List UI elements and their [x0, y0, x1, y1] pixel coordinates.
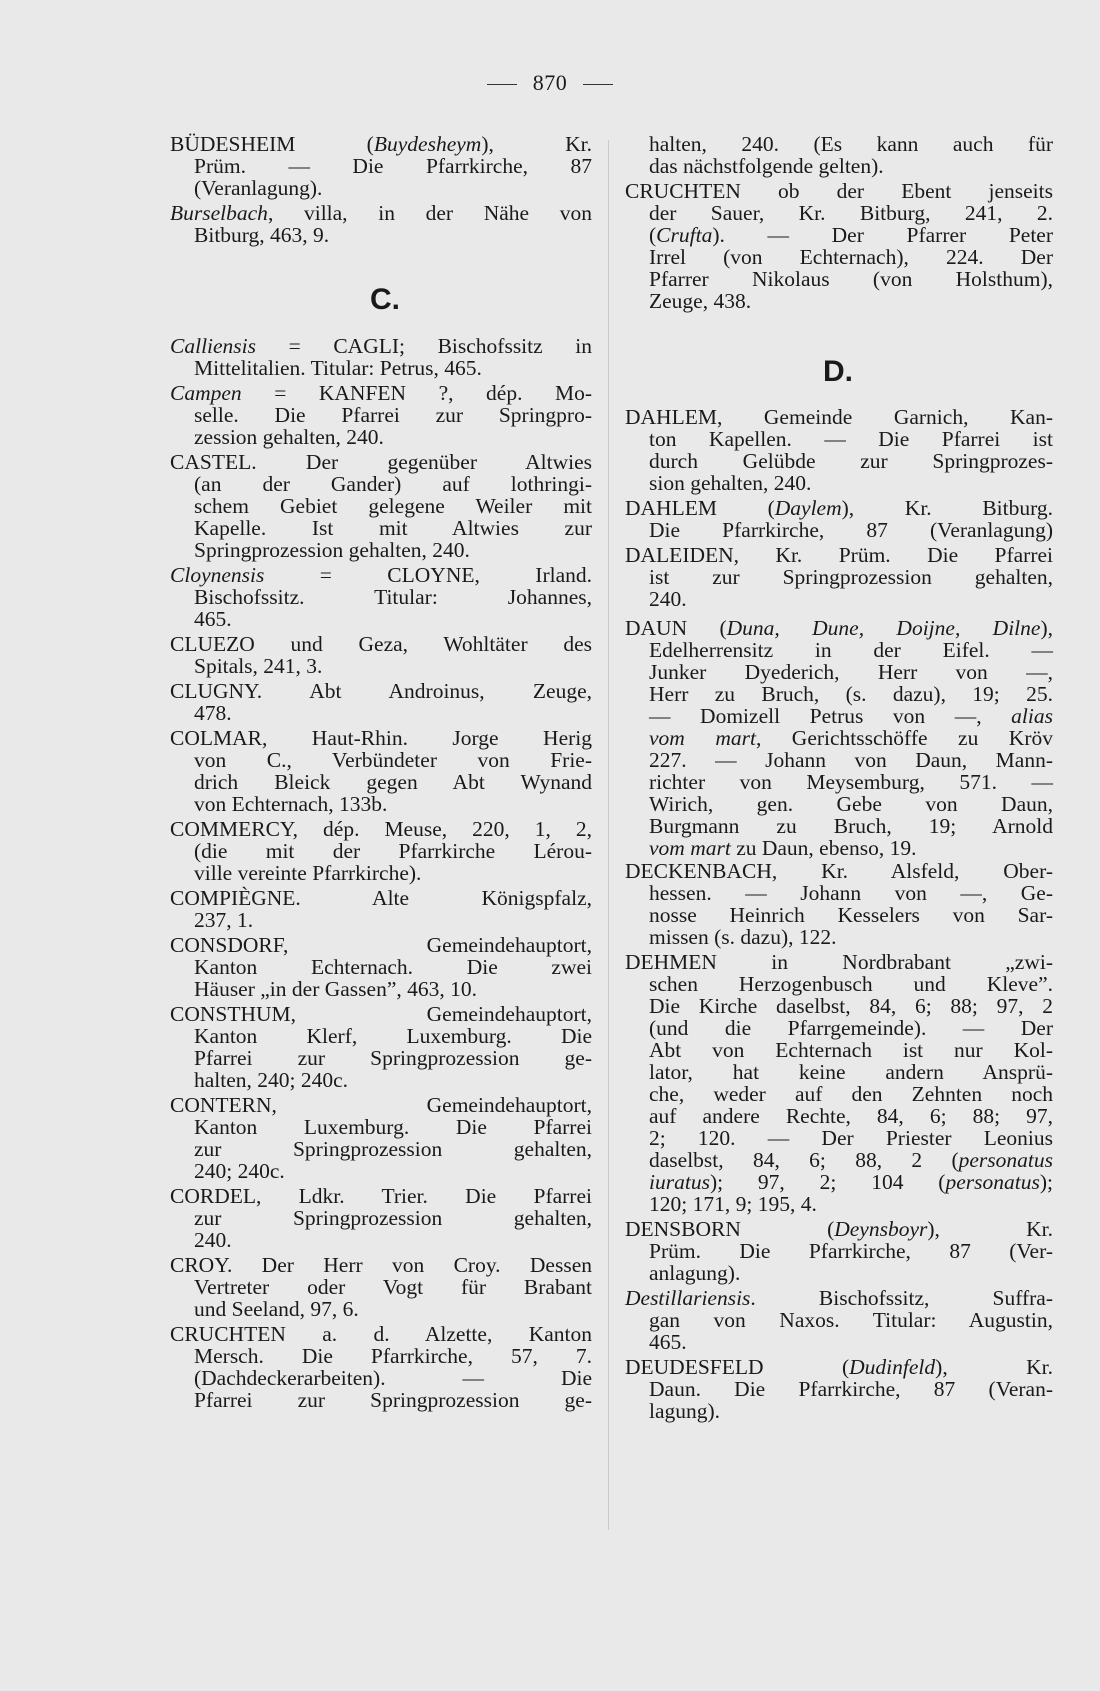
- index-entry-text-line: [649, 267, 1053, 291]
- entry-text: Mersch. Die Pfarrkirche, 57, 7.: [194, 1344, 592, 1368]
- italic-term: Burselbach: [170, 201, 268, 225]
- index-entry-text-line: [649, 518, 1053, 542]
- index-entry-heading-line: [625, 543, 1053, 567]
- entry-text: (und die Pfarrgemeinde). — Der: [649, 1016, 1053, 1040]
- entry-text: CORDEL, Ldkr. Trier. Die Pfarrei: [170, 1184, 592, 1208]
- italic-term: iuratus: [649, 1170, 710, 1194]
- index-entry-text-line: [649, 925, 1053, 949]
- entry-text: Wirich, gen. Gebe von Daun,: [649, 792, 1053, 816]
- index-entry-text-line: [649, 638, 1053, 662]
- index-entry-text-line: [649, 1330, 1053, 1354]
- index-entry-heading-line: [625, 1217, 1053, 1241]
- entry-text: 2; 120. — Der Priester Leonius: [649, 1126, 1053, 1150]
- index-entry-text-line: [649, 1126, 1053, 1150]
- index-entry-text-line: [649, 1104, 1053, 1128]
- entry-text: ist zur Springprozession gehalten,: [649, 565, 1053, 589]
- entry-text: DAHLEM, Gemeinde Garnich, Kan-: [625, 405, 1053, 429]
- index-entry-heading-line: [170, 563, 592, 587]
- entry-text: , villa, in der Nähe von: [267, 201, 592, 225]
- column-divider: [608, 140, 609, 1530]
- index-entry-text-line: [649, 1239, 1053, 1263]
- entry-text: der Sauer, Kr. Bitburg, 241, 2.: [649, 201, 1053, 225]
- index-entry-text-line: [194, 748, 592, 772]
- index-entry-text-line: [194, 1137, 592, 1161]
- index-entry-heading-line: [625, 179, 1053, 203]
- entry-text: (Dachdeckerarbeiten). — Die: [194, 1366, 592, 1390]
- index-entry-heading-line: [625, 616, 1053, 640]
- index-entry-text-line: [194, 861, 592, 885]
- page-header: [0, 70, 1100, 96]
- index-entry-heading-line: [170, 886, 592, 910]
- italic-term: personatus: [945, 1170, 1040, 1194]
- entry-text: auf andere Rechte, 84, 6; 88; 97,: [649, 1104, 1053, 1128]
- index-entry-heading-line: [170, 381, 592, 405]
- entry-text: zur Springprozession gehalten,: [194, 1206, 592, 1230]
- entry-text: DENSBORN (: [625, 1217, 835, 1241]
- entry-text: DAUN (: [625, 616, 727, 640]
- index-entry-heading-line: [170, 726, 592, 750]
- index-entry-text-line: [194, 955, 592, 979]
- index-entry-text-line: [649, 587, 1053, 611]
- entry-text: = CLOYNE, Irland.: [264, 563, 592, 587]
- entry-text: Edelherrensitz in der Eifel. —: [649, 638, 1053, 662]
- index-entry-heading-line: [170, 450, 592, 474]
- entry-text: Irrel (von Echternach), 224. Der: [649, 245, 1053, 269]
- entry-text: 465.: [194, 607, 232, 631]
- entry-text: COMPIÈGNE. Alte Königspfalz,: [170, 886, 592, 910]
- entry-text: che, weder auf den Zehnten noch: [649, 1082, 1053, 1106]
- entry-text: 240.: [194, 1228, 232, 1252]
- italic-term: Buydesheym: [373, 132, 482, 156]
- entry-text: (an der Gander) auf lothringi-: [194, 472, 592, 496]
- entry-text: Springprozession gehalten, 240.: [194, 538, 470, 562]
- entry-text: ton Kapellen. — Die Pfarrei ist: [649, 427, 1053, 451]
- index-entry-text-line: [649, 770, 1053, 794]
- index-entry-heading-line: [625, 1355, 1053, 1379]
- index-entry-text-line: [194, 1228, 592, 1252]
- index-entry-text-line: [194, 154, 592, 178]
- entry-text: Junker Dyederich, Herr von —,: [649, 660, 1053, 684]
- index-entry-text-line: [649, 223, 1053, 247]
- index-entry-text-line: [194, 1159, 592, 1183]
- entry-text: Abt von Echternach ist nur Kol-: [649, 1038, 1053, 1062]
- index-entry-text-line: [649, 660, 1053, 684]
- entry-text: (: [649, 223, 657, 247]
- index-entry-text-line: [194, 1297, 592, 1321]
- index-entry-heading-line: [625, 859, 1053, 883]
- index-entry-text-line: [649, 814, 1053, 838]
- italic-term: Crufta: [656, 223, 713, 247]
- entry-text: CLUGNY. Abt Androinus, Zeuge,: [170, 679, 592, 703]
- entry-text: CONTERN, Gemeindehauptort,: [170, 1093, 592, 1117]
- index-entry-text-line: [649, 994, 1053, 1018]
- entry-text: Pfarrei zur Springprozession ge-: [194, 1046, 592, 1070]
- entry-text: Zeuge, 438.: [649, 289, 752, 313]
- entry-text: 120; 171, 9; 195, 4.: [649, 1192, 817, 1216]
- index-entry-text-line: [649, 1308, 1053, 1332]
- index-entry-text-line: [194, 839, 592, 863]
- index-entry-text-line: [649, 972, 1053, 996]
- italic-term: alias: [1011, 704, 1053, 728]
- index-entry-text-line: [649, 1148, 1053, 1172]
- entry-text: Kapelle. Ist mit Altwies zur: [194, 516, 592, 540]
- entry-text: halten, 240; 240c.: [194, 1068, 349, 1092]
- entry-text: CRUCHTEN ob der Ebent jenseits: [625, 179, 1053, 203]
- index-entry-text-line: [194, 770, 592, 794]
- italic-term: Daylem: [774, 496, 842, 520]
- index-entry-text-line: [194, 403, 592, 427]
- index-entry-text-line: [194, 1024, 592, 1048]
- index-entry-text-line: [194, 1206, 592, 1230]
- index-entry-text-line: [649, 449, 1053, 473]
- entry-text: 240.: [649, 587, 687, 611]
- index-entry-text-line: [194, 977, 592, 1001]
- entry-text: ), Kr. Bitburg.: [841, 496, 1054, 520]
- index-entry-text-line: [649, 289, 1053, 313]
- entry-text: Kanton Echternach. Die zwei: [194, 955, 592, 979]
- index-entry-text-line: [649, 245, 1053, 269]
- entry-text: lagung).: [649, 1399, 721, 1423]
- entry-text: von Echternach, 133b.: [194, 792, 388, 816]
- entry-text: anlagung).: [649, 1261, 741, 1285]
- index-entry-heading-line: [625, 1286, 1053, 1310]
- index-entry-text-line: [194, 654, 592, 678]
- entry-text: ), Kr.: [935, 1355, 1053, 1379]
- entry-text: 478.: [194, 701, 232, 725]
- index-entry-text-line: [194, 176, 592, 200]
- entry-text: Burgmann zu Bruch, 19; Arnold: [649, 814, 1053, 838]
- index-entry-text-line: [194, 1068, 592, 1092]
- index-entry-text-line: [649, 154, 1053, 178]
- index-entry-text-line: [649, 726, 1053, 750]
- entry-text: DEHMEN in Nordbrabant „zwi-: [625, 950, 1053, 974]
- entry-text: DAHLEM (: [625, 496, 775, 520]
- entry-text: CLUEZO und Geza, Wohltäter des: [170, 632, 592, 656]
- entry-text: Herr zu Bruch, (s. dazu), 19; 25.: [649, 682, 1053, 706]
- header-dash-right: [583, 84, 613, 85]
- entry-text: CASTEL. Der gegenüber Altwies: [170, 450, 592, 474]
- index-entry-text-line: [649, 1038, 1053, 1062]
- entry-text: COLMAR, Haut-Rhin. Jorge Herig: [170, 726, 592, 750]
- italic-term: vom mart: [649, 836, 731, 860]
- index-entry-text-line: [194, 1115, 592, 1139]
- index-entry-text-line: [649, 427, 1053, 451]
- italic-term: Campen: [170, 381, 242, 405]
- index-entry-text-line: [194, 356, 592, 380]
- index-entry-heading-line: [625, 405, 1053, 429]
- index-entry-text-line: [649, 1192, 1053, 1216]
- index-entry-text-line: [194, 908, 592, 932]
- index-entry-heading-line: [170, 132, 592, 156]
- entry-text: ). — Der Pfarrer Peter: [712, 223, 1053, 247]
- entry-text: ville vereinte Pfarrkirche).: [194, 861, 422, 885]
- index-entry-text-line: [194, 607, 592, 631]
- entry-text: missen (s. dazu), 122.: [649, 925, 837, 949]
- section-heading-c: C.: [370, 283, 400, 316]
- index-entry-heading-line: [170, 334, 592, 358]
- index-entry-heading-line: [170, 1093, 592, 1117]
- index-entry-heading-line: [170, 201, 592, 225]
- entry-text: zur Springprozession gehalten,: [194, 1137, 592, 1161]
- entry-text: DEUDESFELD (: [625, 1355, 850, 1379]
- index-entry-text-line: [649, 682, 1053, 706]
- entry-text: 465.: [649, 1330, 687, 1354]
- entry-text: CROY. Der Herr von Croy. Dessen: [170, 1253, 592, 1277]
- index-entry-text-line: [194, 792, 592, 816]
- index-entry-text-line: [649, 1060, 1053, 1084]
- index-entry-text-line: [649, 565, 1053, 589]
- index-entry-text-line: [194, 1344, 592, 1368]
- index-entry-text-line: [194, 494, 592, 518]
- entry-text: (die mit der Pfarrkirche Lérou-: [194, 839, 592, 863]
- entry-text: zu Daun, ebenso, 19.: [730, 836, 917, 860]
- page-number: 870: [532, 70, 568, 95]
- entry-text: 227. — Johann von Daun, Mann-: [649, 748, 1053, 772]
- index-entry-heading-line: [625, 950, 1053, 974]
- italic-term: Calliensis: [170, 334, 257, 358]
- entry-text: Daun. Die Pfarrkirche, 87 (Veran-: [649, 1377, 1053, 1401]
- entry-text: und Seeland, 97, 6.: [194, 1297, 359, 1321]
- italic-term: personatus: [958, 1148, 1053, 1172]
- entry-text: durch Gelübde zur Springprozes-: [649, 449, 1053, 473]
- index-entry-text-line: [194, 516, 592, 540]
- entry-text: gan von Naxos. Titular: Augustin,: [649, 1308, 1053, 1332]
- entry-text: schem Gebiet gelegene Weiler mit: [194, 494, 592, 518]
- section-heading-d: D.: [823, 355, 853, 388]
- entry-text: DECKENBACH, Kr. Alsfeld, Ober-: [625, 859, 1053, 883]
- entry-text: Vertreter oder Vogt für Brabant: [194, 1275, 592, 1299]
- entry-text: CONSTHUM, Gemeindehauptort,: [170, 1002, 592, 1026]
- entry-text: Mittelitalien. Titular: Petrus, 465.: [194, 356, 482, 380]
- entry-text: Prüm. — Die Pfarrkirche, 87: [194, 154, 592, 178]
- entry-text: das nächstfolgende gelten).: [649, 154, 884, 178]
- entry-text: (Veranlagung).: [194, 176, 323, 200]
- index-entry-text-line: [649, 836, 1053, 860]
- index-entry-text-line: [194, 701, 592, 725]
- entry-text: halten, 240. (Es kann auch für: [649, 132, 1053, 156]
- index-entry-text-line: [194, 1046, 592, 1070]
- entry-text: drich Bleick gegen Abt Wynand: [194, 770, 592, 794]
- index-entry-text-line: [649, 132, 1053, 156]
- index-entry-heading-line: [170, 679, 592, 703]
- index-entry-heading-line: [170, 1322, 592, 1346]
- entry-text: selle. Die Pfarrei zur Springpro-: [194, 403, 592, 427]
- index-entry-heading-line: [170, 1253, 592, 1277]
- index-entry-heading-line: [170, 933, 592, 957]
- entry-text: Pfarrer Nikolaus (von Holsthum),: [649, 267, 1053, 291]
- index-entry-text-line: [194, 585, 592, 609]
- entry-text: Spitals, 241, 3.: [194, 654, 323, 678]
- entry-text: Häuser „in der Gassen”, 463, 10.: [194, 977, 477, 1001]
- entry-text: zession gehalten, 240.: [194, 425, 384, 449]
- index-entry-text-line: [649, 1399, 1053, 1423]
- entry-text: von C., Verbündeter von Frie-: [194, 748, 592, 772]
- entry-text: Bitburg, 463, 9.: [194, 223, 330, 247]
- index-entry-text-line: [649, 1377, 1053, 1401]
- entry-text: DALEIDEN, Kr. Prüm. Die Pfarrei: [625, 543, 1053, 567]
- index-entry-heading-line: [170, 1002, 592, 1026]
- entry-text: — Domizell Petrus von —,: [649, 704, 1012, 728]
- entry-text: . Bischofssitz, Suffra-: [750, 1286, 1053, 1310]
- entry-text: Kanton Luxemburg. Die Pfarrei: [194, 1115, 592, 1139]
- entry-text: schen Herzogenbusch und Kleve”.: [649, 972, 1053, 996]
- entry-text: Die Pfarrkirche, 87 (Veranlagung): [649, 518, 1053, 542]
- entry-text: Die Kirche daselbst, 84, 6; 88; 97, 2: [649, 994, 1053, 1018]
- entry-text: ),: [1040, 616, 1053, 640]
- italic-term: Dudinfeld: [849, 1355, 936, 1379]
- index-entry-text-line: [194, 1366, 592, 1390]
- index-entry-text-line: [194, 1275, 592, 1299]
- entry-text: ), Kr.: [481, 132, 592, 156]
- entry-text: lator, hat keine andern Ansprü-: [649, 1060, 1053, 1084]
- italic-term: Cloynensis: [170, 563, 265, 587]
- entry-text: hessen. — Johann von —, Ge-: [649, 881, 1053, 905]
- entry-text: , Gerichtsschöffe zu Kröv: [755, 726, 1053, 750]
- index-entry-text-line: [649, 903, 1053, 927]
- entry-text: CRUCHTEN a. d. Alzette, Kanton: [170, 1322, 592, 1346]
- index-entry-text-line: [649, 1082, 1053, 1106]
- italic-term: vom mart: [649, 726, 756, 750]
- entry-text: Prüm. Die Pfarrkirche, 87 (Ver-: [649, 1239, 1053, 1263]
- index-entry-text-line: [649, 201, 1053, 225]
- italic-term: Deynsboyr: [834, 1217, 928, 1241]
- index-entry-heading-line: [170, 632, 592, 656]
- entry-text: CONSDORF, Gemeindehauptort,: [170, 933, 592, 957]
- index-entry-text-line: [649, 1016, 1053, 1040]
- entry-text: richter von Meysemburg, 571. —: [649, 770, 1053, 794]
- index-entry-text-line: [649, 471, 1053, 495]
- entry-text: Bischofssitz. Titular: Johannes,: [194, 585, 592, 609]
- entry-text: Pfarrei zur Springprozession ge-: [194, 1388, 592, 1412]
- entry-text: = KANFEN ?, dép. Mo-: [241, 381, 592, 405]
- entry-text: );: [1039, 1170, 1053, 1194]
- entry-text: nosse Heinrich Kesselers von Sar-: [649, 903, 1053, 927]
- index-entry-text-line: [194, 425, 592, 449]
- entry-text: 237, 1.: [194, 908, 254, 932]
- index-entry-text-line: [194, 538, 592, 562]
- italic-term: Duna, Dune, Doijne, Dilne: [726, 616, 1041, 640]
- entry-text: ), Kr.: [927, 1217, 1053, 1241]
- index-entry-text-line: [649, 792, 1053, 816]
- index-entry-text-line: [194, 1388, 592, 1412]
- entry-text: BÜDESHEIM (: [170, 132, 374, 156]
- index-entry-text-line: [649, 1170, 1053, 1194]
- entry-text: = CAGLI; Bischofssitz in: [256, 334, 592, 358]
- index-entry-heading-line: [170, 817, 592, 841]
- entry-text: sion gehalten, 240.: [649, 471, 812, 495]
- index-entry-heading-line: [625, 496, 1053, 520]
- entry-text: 240; 240c.: [194, 1159, 285, 1183]
- italic-term: Destillariensis: [625, 1286, 751, 1310]
- header-dash-left: [487, 84, 517, 85]
- entry-text: Kanton Klerf, Luxemburg. Die: [194, 1024, 592, 1048]
- entry-text: COMMERCY, dép. Meuse, 220, 1, 2,: [170, 817, 592, 841]
- entry-text: daselbst, 84, 6; 88, 2 (: [649, 1148, 959, 1172]
- index-entry-text-line: [649, 704, 1053, 728]
- entry-text: ); 97, 2; 104 (: [709, 1170, 946, 1194]
- index-entry-text-line: [649, 1261, 1053, 1285]
- index-entry-heading-line: [170, 1184, 592, 1208]
- index-entry-text-line: [649, 881, 1053, 905]
- index-entry-text-line: [194, 223, 592, 247]
- index-entry-text-line: [194, 472, 592, 496]
- index-entry-text-line: [649, 748, 1053, 772]
